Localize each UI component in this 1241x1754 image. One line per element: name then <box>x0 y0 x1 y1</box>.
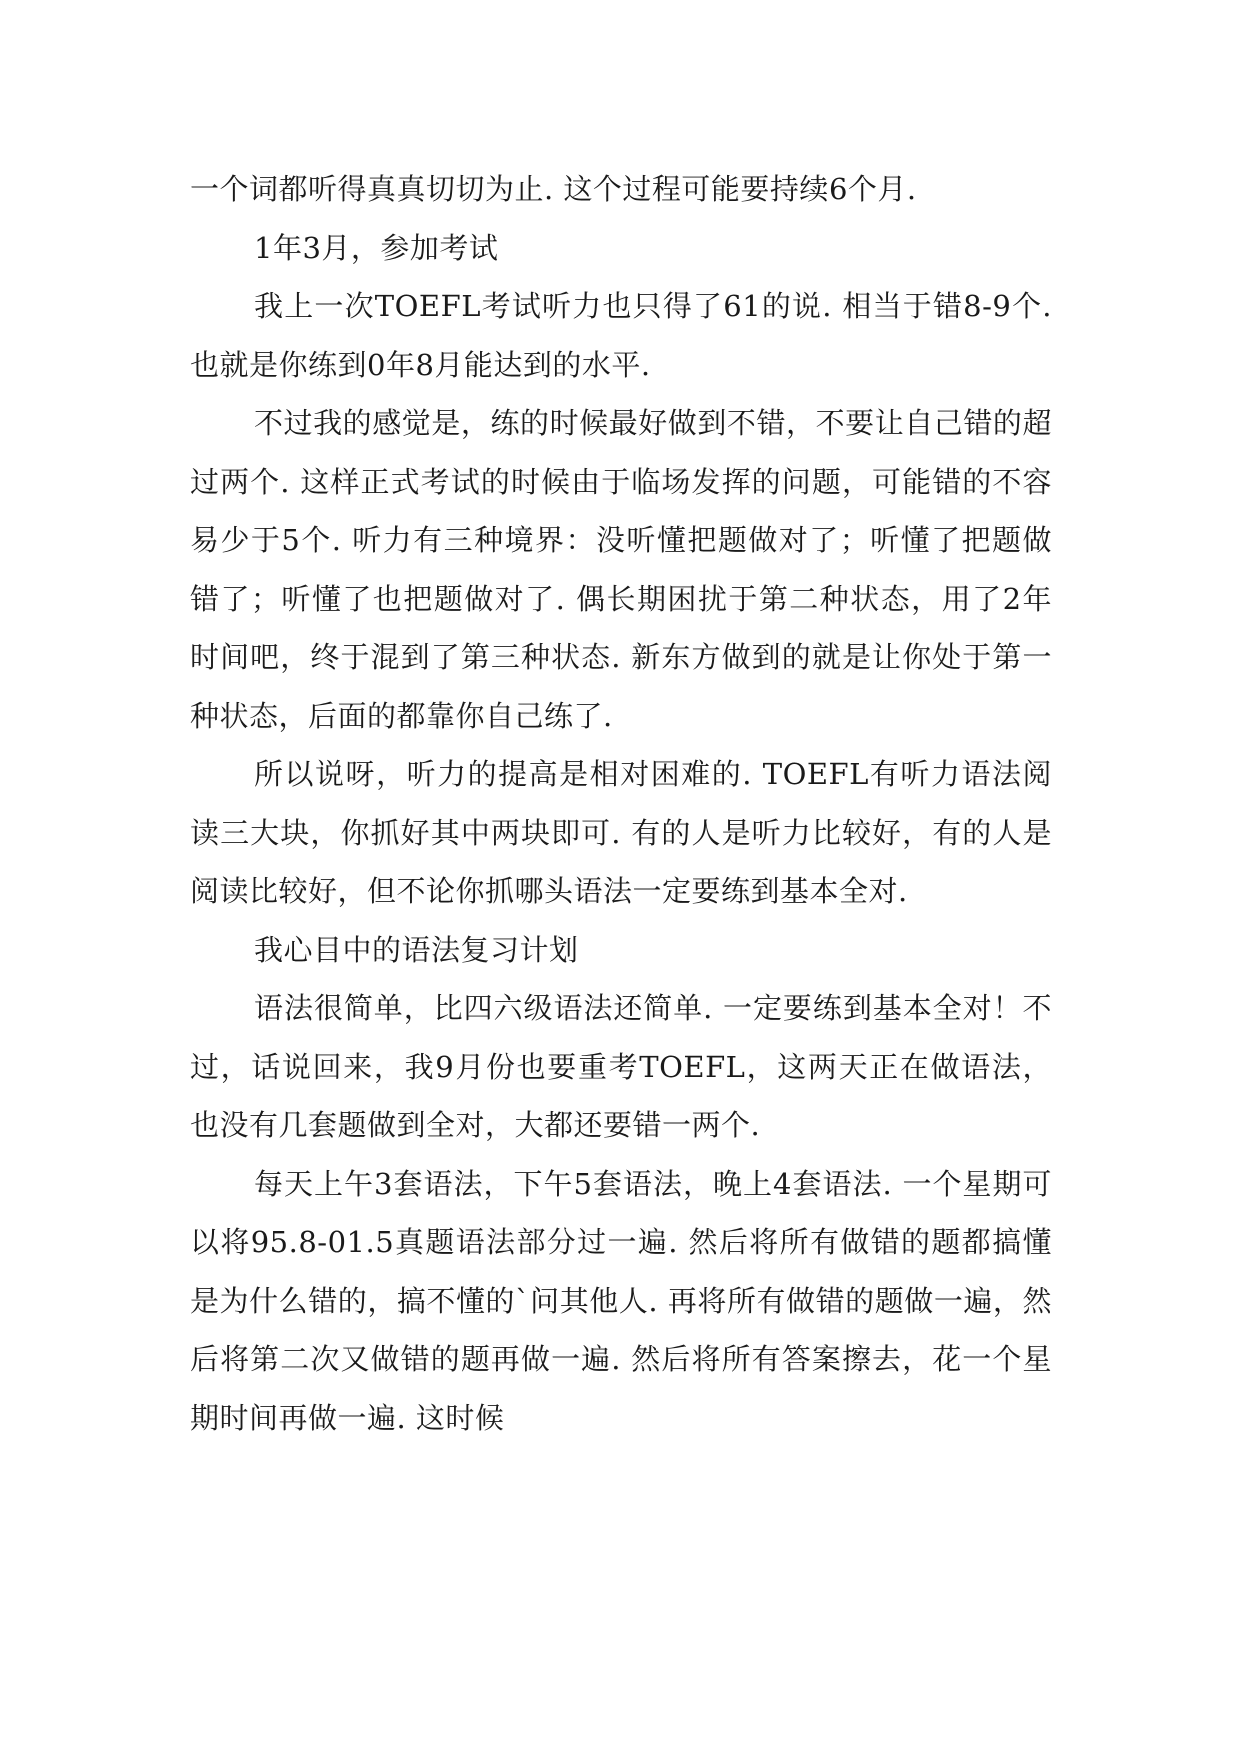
paragraph: 每天上午3套语法，下午5套语法，晚上4套语法. 一个星期可以将95.8-01.5真题语法部分过一遍. 然后将所有做错的题都搞懂是为什么错的，搞不懂的`问其他人. 再将所有做错的题做一遍，然后将第二次又做错的题再做一遍. 然后将所有答案擦去，花一个星期时间再做一遍. 这时候 <box>190 1166 1052 1435</box>
paragraph: 语法很简单，比四六级语法还简单. 一定要练到基本全对！不过，话说回来，我9月份也要重考TOEFL，这两天正在做语法，也没有几套题做到全对，大都还要错一两个. <box>190 991 1052 1142</box>
paragraph: 所以说呀，听力的提高是相对困难的. TOEFL有听力语法阅读三大块，你抓好其中两块即可. 有的人是听力比较好，有的人是阅读比较好，但不论你抓哪头语法一定要练到基本全对. <box>190 757 1052 908</box>
section-heading: 我心目中的语法复习计划 <box>254 932 579 967</box>
paragraph: 一个词都听得真真切切为止. 这个过程可能要持续6个月. <box>190 172 917 206</box>
paragraph: 1年3月，参加考试 <box>254 230 499 265</box>
document-body <box>190 160 1052 1447</box>
paragraph: 不过我的感觉是，练的时候最好做到不错，不要让自己错的超过两个. 这样正式考试的时候由于临场发挥的问题，可能错的不容易少于5个. 听力有三种境界：没听懂把题做对了；听懂了把题做错了；听懂了也把题做对了. 偶长期困扰于第二种状态，用了2年时间吧，终于混到了第三种状态. 新东方做到的就是让你处于第一种状态，后面的都靠你自己练了. <box>190 406 1052 733</box>
paragraph: 我上一次TOEFL考试听力也只得了61的说. 相当于错8-9个. 也就是你练到0年8月能达到的水平. <box>190 289 1052 382</box>
